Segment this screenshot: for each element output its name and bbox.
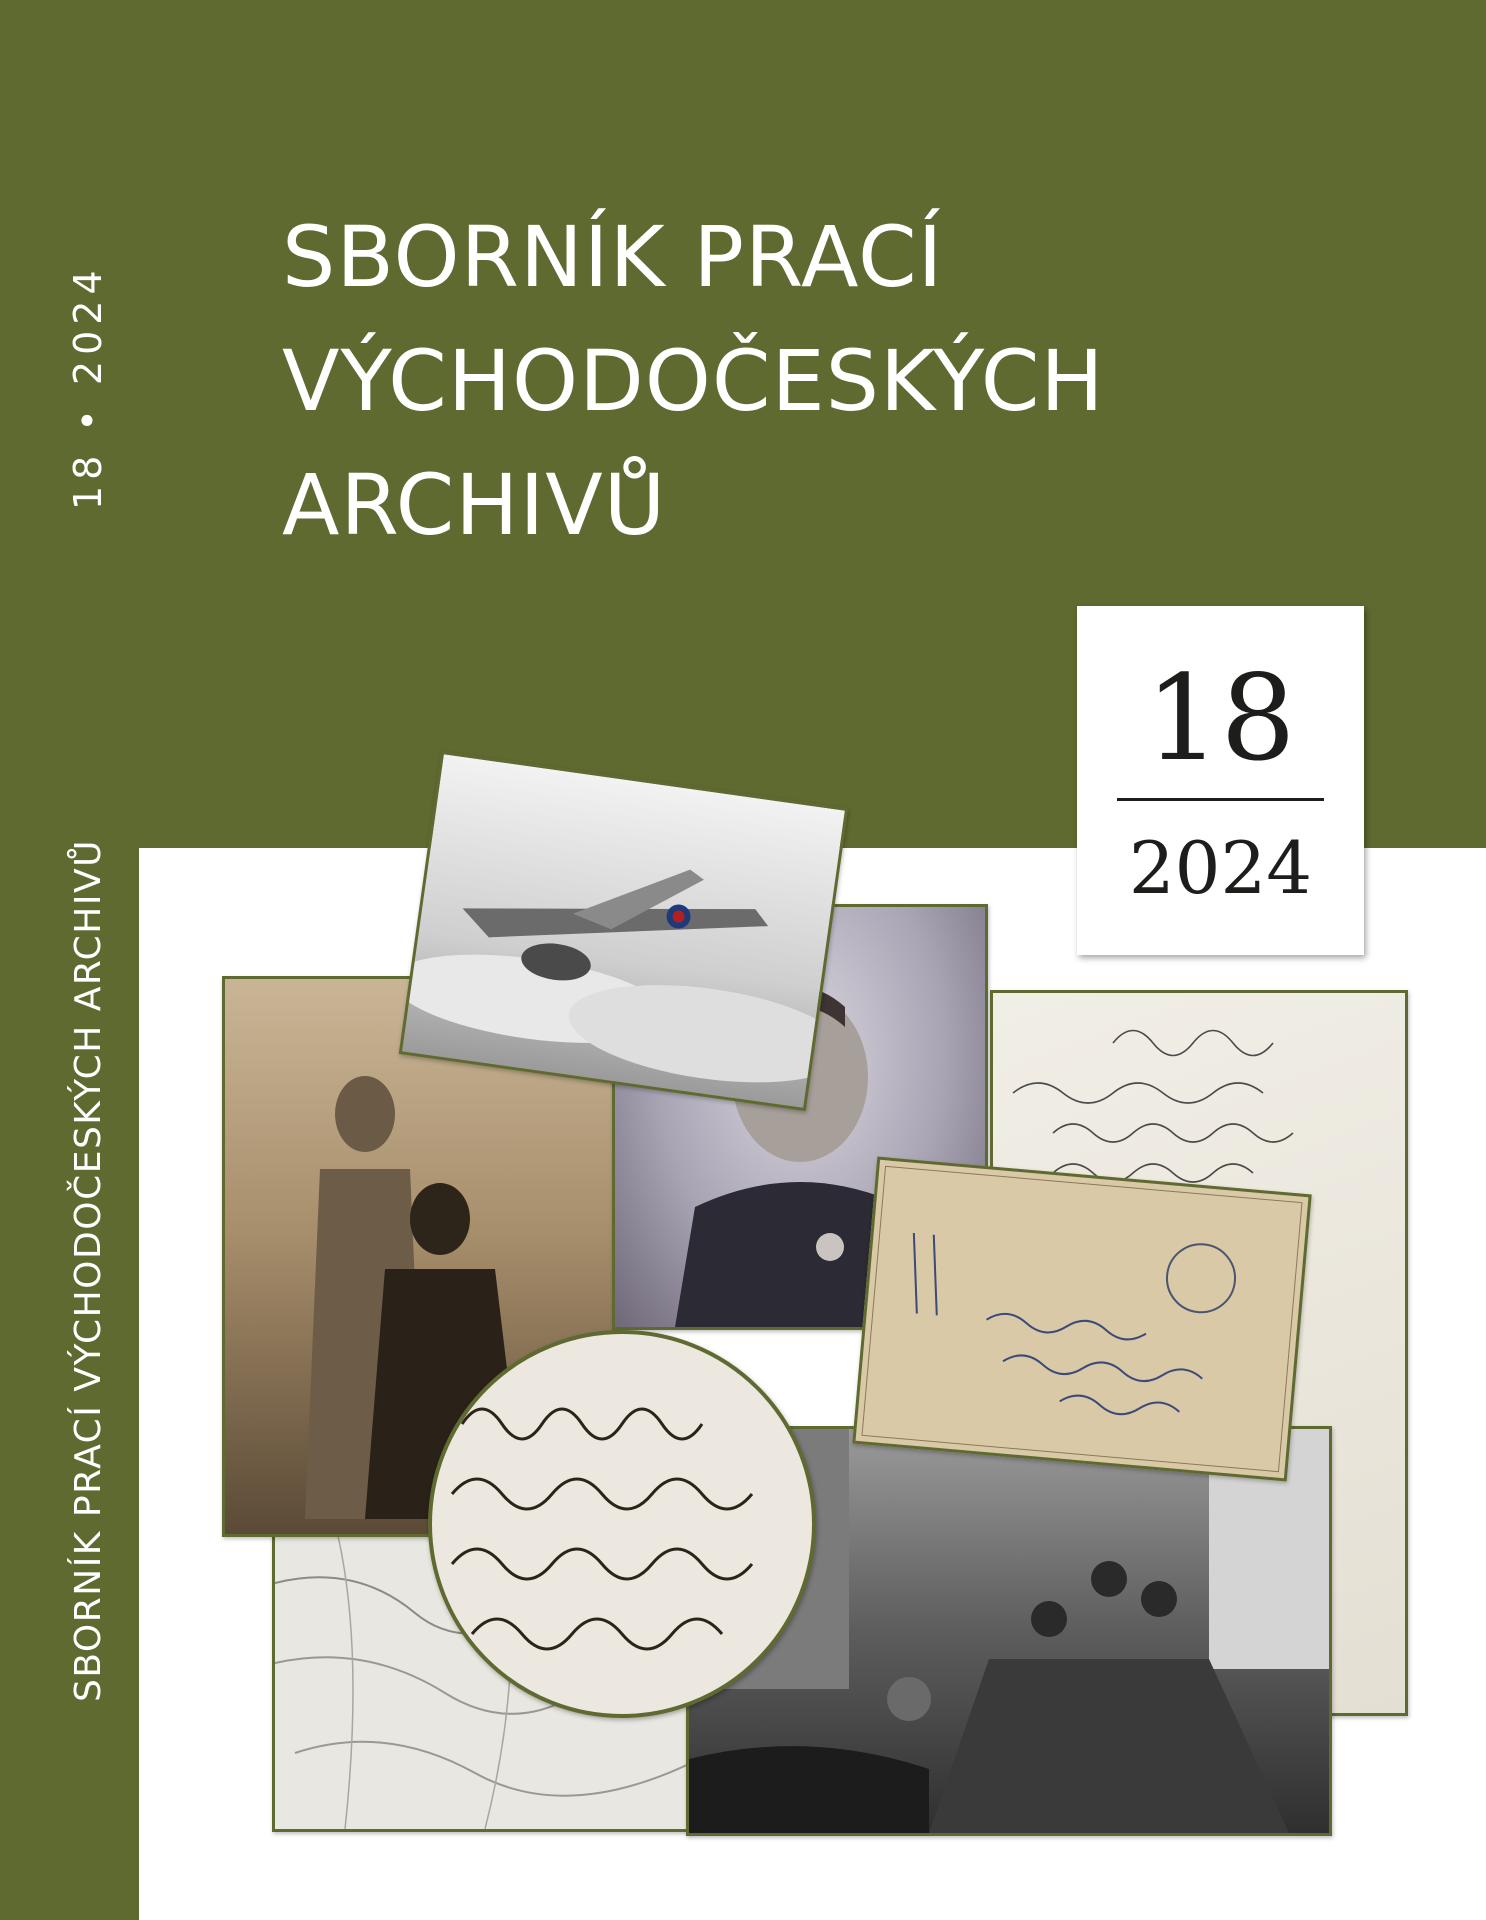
feldpost-postcard (852, 1157, 1311, 1482)
spine-issue: 18 • 2024 (66, 264, 110, 510)
handwriting-detail (428, 1330, 816, 1718)
volume-number: 18 (1145, 649, 1296, 787)
spine-title: SBORNÍK PRACÍ VÝCHODOČESKÝCH ARCHIVŮ (68, 839, 109, 1702)
spine (0, 0, 139, 1920)
volume-divider (1117, 798, 1324, 801)
volume-badge (1077, 606, 1364, 955)
title-line-3: ARCHIVŮ (282, 456, 667, 554)
airplane-photo (399, 751, 849, 1111)
title-line-1: SBORNÍK PRACÍ (282, 208, 944, 306)
title-line-2: VÝCHODOČESKÝCH (282, 332, 1105, 430)
cover-title (282, 195, 1105, 567)
volume-year: 2024 (1128, 826, 1313, 910)
